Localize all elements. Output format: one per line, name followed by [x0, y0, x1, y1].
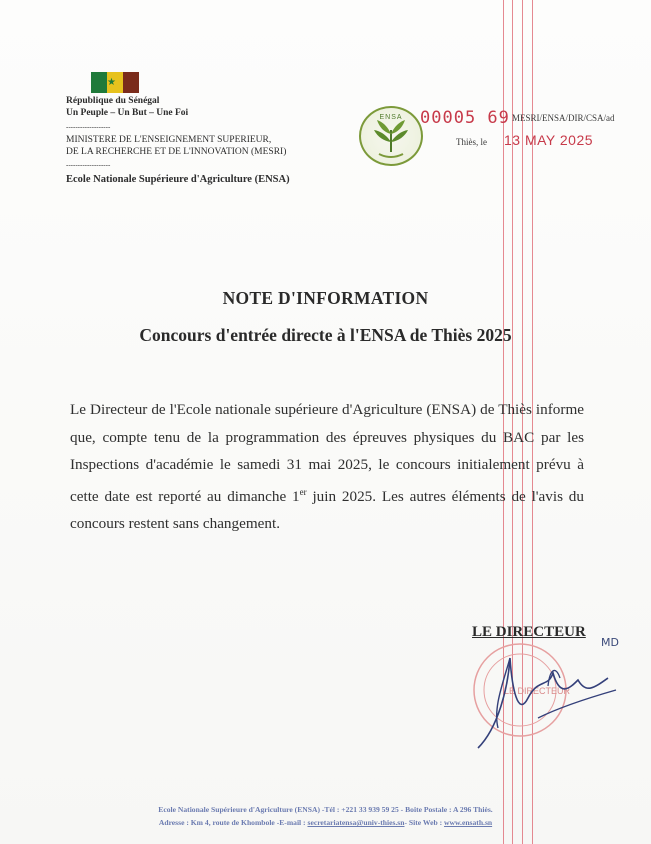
website-link[interactable]: www.ensath.sn [444, 818, 493, 827]
body-paragraph [70, 396, 584, 538]
wheat-emblem-icon [361, 108, 421, 164]
email-link[interactable]: secretariatensa@univ-thies.sn [307, 818, 405, 827]
reference-city: Thiès, le [456, 137, 487, 147]
signatory-title: LE DIRECTEUR [472, 624, 586, 640]
star-icon: ★ [107, 76, 116, 88]
ensa-seal-logo [359, 106, 423, 166]
body-text-part1: Le Directeur de l'Ecole nationale supérieure d'Agriculture (ENSA) de Thiès informe que, compte tenu de la programmation des épreuves physiques du BAC par les Inspections d'académie le samedi 31 mai 2025, le concours initialement prévu à cette date est reporté au dimanche 1 [70, 401, 584, 505]
school-name: Ecole Nationale Supérieure d'Agriculture (ENSA) [66, 174, 290, 185]
flag-yellow-band [107, 72, 123, 93]
handwritten-initials: MD [601, 636, 619, 649]
footer-address-line [0, 818, 651, 827]
stamp-text: LE DIRECTEUR [504, 686, 571, 696]
ministry-name-line1: MINISTERE DE L'ENSEIGNEMENT SUPERIEUR, [66, 135, 272, 145]
director-stamp-and-signature [438, 628, 638, 768]
document-subtitle: Concours d'entrée directe à l'ENSA de Thiès 2025 [139, 325, 512, 345]
body-text-part2: juin 2025. Les autres éléments de l'avis du concours restent sans changement. [70, 487, 584, 533]
reference-number-stamp: 00005 69 [420, 108, 510, 128]
senegal-flag [91, 72, 139, 93]
ordinal-suffix: er [299, 486, 307, 497]
header-separator: ------------------- [66, 161, 111, 169]
header-separator: ------------------- [66, 123, 111, 131]
footer-contact-line: Ecole Nationale Supérieure d'Agriculture (ENSA) -Tél : +221 33 939 59 25 - Boite Postale : A 296 Thiès. [158, 805, 493, 814]
footer-website-label: - Site Web : [404, 818, 445, 827]
ministry-name-line2: DE LA RECHERCHE ET DE L'INNOVATION (MESRI) [66, 147, 287, 157]
seal-text: ENSA [379, 114, 403, 121]
document-title: NOTE D'INFORMATION [222, 288, 429, 308]
flag-red-band [123, 72, 139, 93]
date-stamp: 13 MAY 2025 [504, 132, 594, 148]
footer-address: Adresse : Km 4, route de Khombole -E-mail : [158, 818, 308, 827]
flag-green-band [91, 72, 107, 93]
reference-code: MESRI/ENSA/DIR/CSA/ad [512, 113, 615, 123]
country-name: République du Sénégal [66, 96, 160, 106]
national-motto: Un Peuple – Un But – Une Foi [66, 108, 189, 118]
